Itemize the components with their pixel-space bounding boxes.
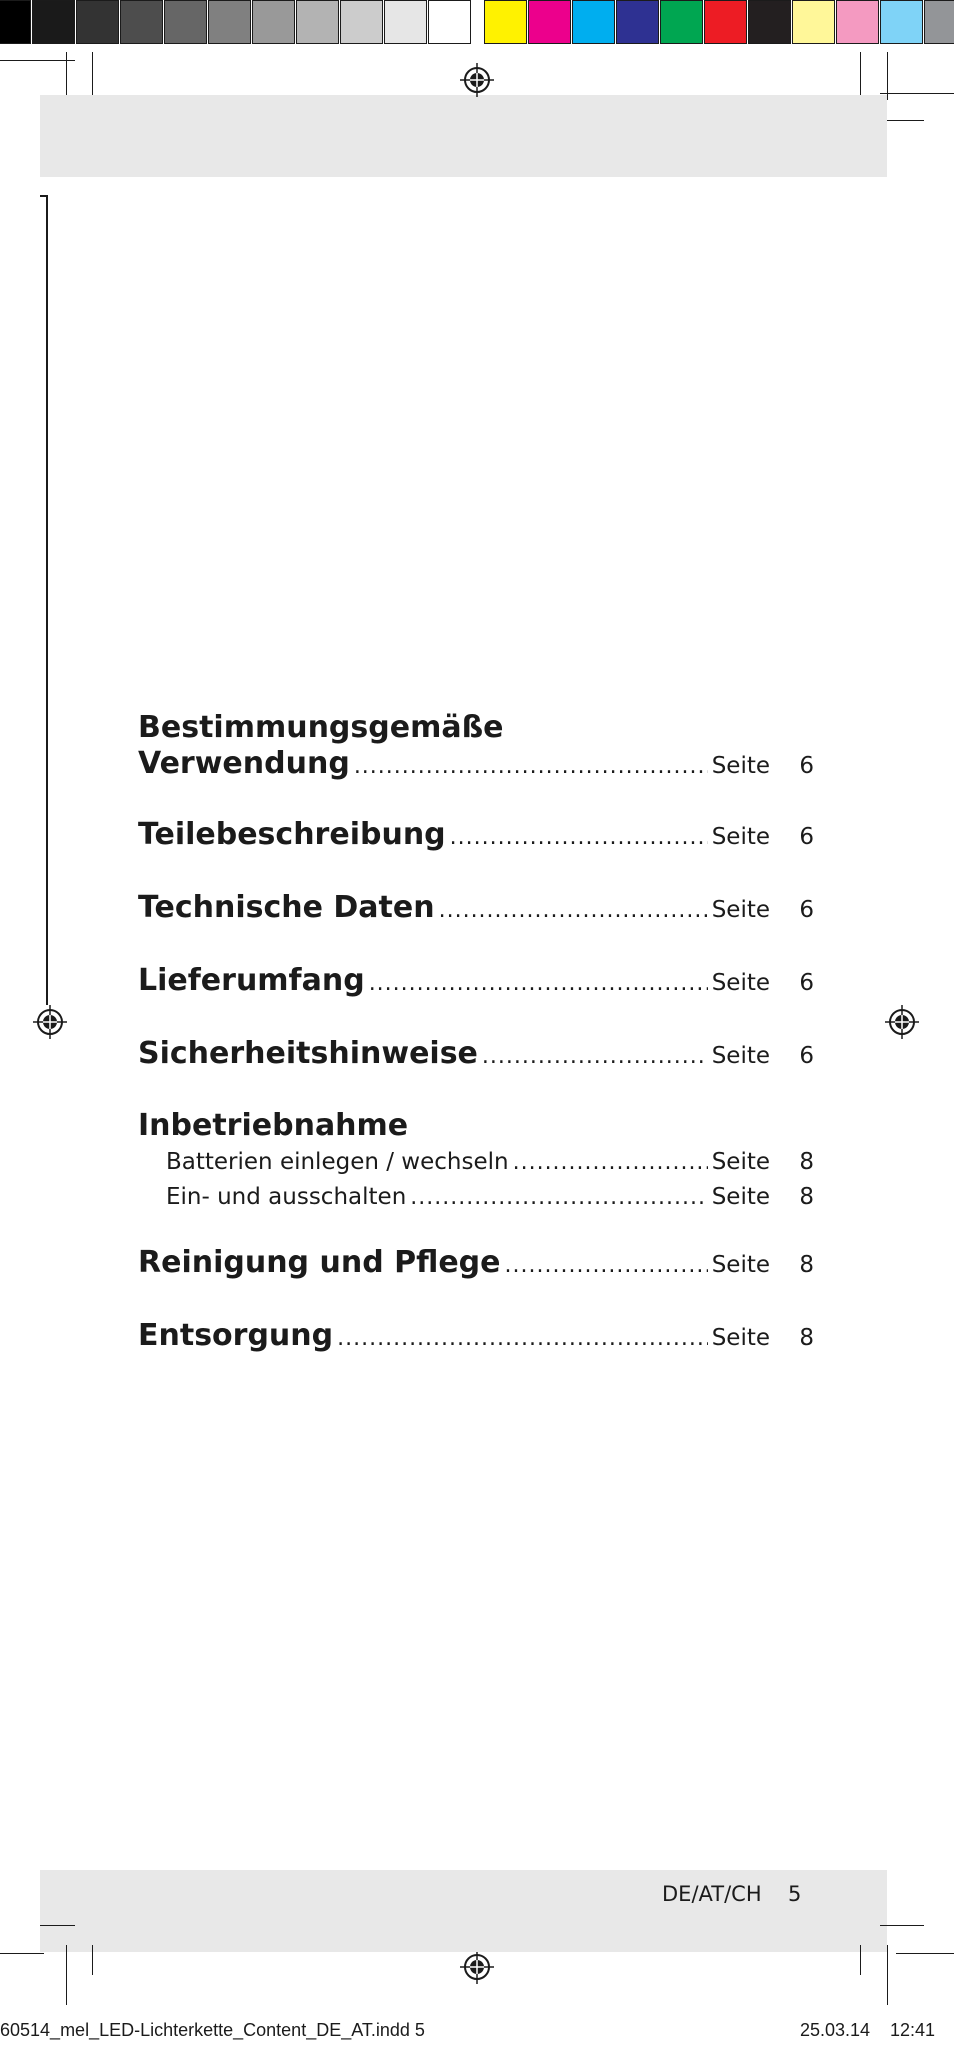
crop-mark [0, 60, 75, 61]
toc-page-number: 8 [799, 1325, 814, 1351]
color-bar-gray [0, 0, 472, 46]
color-swatch [296, 0, 339, 44]
footer-region: DE/AT/CH [662, 1882, 762, 1906]
toc-seite-label: Seite [711, 753, 770, 779]
color-swatch [924, 0, 954, 44]
toc-page-number: 6 [799, 897, 814, 923]
toc-title: Technische Daten [138, 890, 435, 925]
color-swatch [792, 0, 835, 44]
toc-leader-dots [450, 820, 708, 856]
crop-mark [880, 93, 954, 94]
color-swatch [384, 0, 427, 44]
registration-mark-icon [460, 63, 494, 97]
crop-mark [860, 52, 861, 100]
margin-line [46, 195, 48, 1005]
toc-seite-label: Seite [711, 897, 770, 923]
toc-section [138, 1107, 814, 1215]
toc-leader-dots [410, 1181, 707, 1215]
crop-mark [40, 1925, 75, 1926]
toc-seite-label: Seite [711, 970, 770, 996]
toc-title-line1: Bestimmungsgemäße [138, 710, 504, 745]
toc-subentry[interactable] [138, 1180, 814, 1215]
toc-seite-label: Seite [711, 1184, 770, 1210]
toc-leader-dots [505, 1248, 708, 1284]
color-swatch [0, 0, 31, 44]
toc-page-number: 6 [799, 970, 814, 996]
toc-leader-dots [337, 1321, 708, 1357]
toc-entry[interactable] [138, 1036, 814, 1075]
crop-mark [896, 1953, 954, 1954]
toc-entry[interactable] [138, 710, 814, 785]
crop-mark [66, 1945, 67, 2005]
toc-entry[interactable] [138, 817, 814, 856]
crop-mark [92, 1945, 93, 1975]
toc-page-number: 8 [799, 1184, 814, 1210]
crop-mark [880, 1925, 924, 1926]
crop-mark [66, 52, 67, 100]
toc-title: Entsorgung [138, 1318, 334, 1353]
table-of-contents [138, 710, 814, 1357]
color-swatch [32, 0, 75, 44]
toc-seite-label: Seite [711, 824, 770, 850]
color-swatch [616, 0, 659, 44]
color-swatch [880, 0, 923, 44]
toc-leader-dots [439, 893, 708, 929]
crop-mark [887, 1945, 888, 2005]
toc-title: Verwendung [138, 746, 350, 781]
toc-leader-dots [369, 966, 708, 1002]
toc-title: Sicherheitshinweise [138, 1036, 478, 1071]
toc-seite-label: Seite [711, 1325, 770, 1351]
slug-date: 25.03.14 [800, 2020, 871, 2040]
color-swatch [252, 0, 295, 44]
color-swatch [484, 0, 527, 44]
color-swatch [120, 0, 163, 44]
toc-entry[interactable] [138, 963, 814, 1002]
crop-mark [0, 1953, 44, 1954]
crop-mark [860, 1945, 861, 1975]
color-swatch [76, 0, 119, 44]
toc-seite-label: Seite [711, 1149, 770, 1175]
footer-page-number: 5 [788, 1882, 802, 1906]
color-swatch [748, 0, 791, 44]
color-swatch [428, 0, 471, 44]
color-swatch [208, 0, 251, 44]
color-bar-process [484, 0, 954, 46]
toc-seite-label: Seite [711, 1043, 770, 1069]
margin-line [40, 195, 48, 197]
toc-page-number: 8 [799, 1252, 814, 1278]
toc-entry[interactable] [138, 890, 814, 929]
color-swatch [572, 0, 615, 44]
slug-time: 12:41 [890, 2020, 936, 2040]
toc-leader-dots [482, 1039, 708, 1075]
toc-seite-label: Seite [711, 1252, 770, 1278]
color-swatch [660, 0, 703, 44]
toc-page-number: 8 [799, 1149, 814, 1175]
toc-leader-dots [354, 749, 708, 785]
toc-page-number: 6 [799, 824, 814, 850]
toc-entry[interactable] [138, 1245, 814, 1284]
toc-heading[interactable]: Inbetriebnahme [138, 1108, 409, 1143]
toc-page-number: 6 [799, 1043, 814, 1069]
color-swatch [340, 0, 383, 44]
crop-mark [92, 52, 93, 100]
header-band [40, 95, 887, 177]
registration-mark-icon [33, 1005, 67, 1039]
color-swatch [528, 0, 571, 44]
toc-title: Ein- und ausschalten [166, 1184, 407, 1210]
toc-leader-dots [513, 1146, 708, 1180]
toc-title: Lieferumfang [138, 963, 365, 998]
toc-title: Teilebeschreibung [138, 817, 446, 852]
toc-title: Batterien einlegen / wechseln [166, 1149, 509, 1175]
toc-page-number: 6 [799, 753, 814, 779]
color-swatch [164, 0, 207, 44]
toc-subentry[interactable] [138, 1145, 814, 1180]
registration-mark-icon [885, 1005, 919, 1039]
color-swatch [704, 0, 747, 44]
toc-title: Reinigung und Pflege [138, 1245, 501, 1280]
registration-mark-icon [460, 1950, 494, 1984]
color-swatch [836, 0, 879, 44]
toc-entry[interactable] [138, 1318, 814, 1357]
slug-filename: 60514_mel_LED-Lichterkette_Content_DE_AT.indd 5 [0, 2020, 425, 2040]
